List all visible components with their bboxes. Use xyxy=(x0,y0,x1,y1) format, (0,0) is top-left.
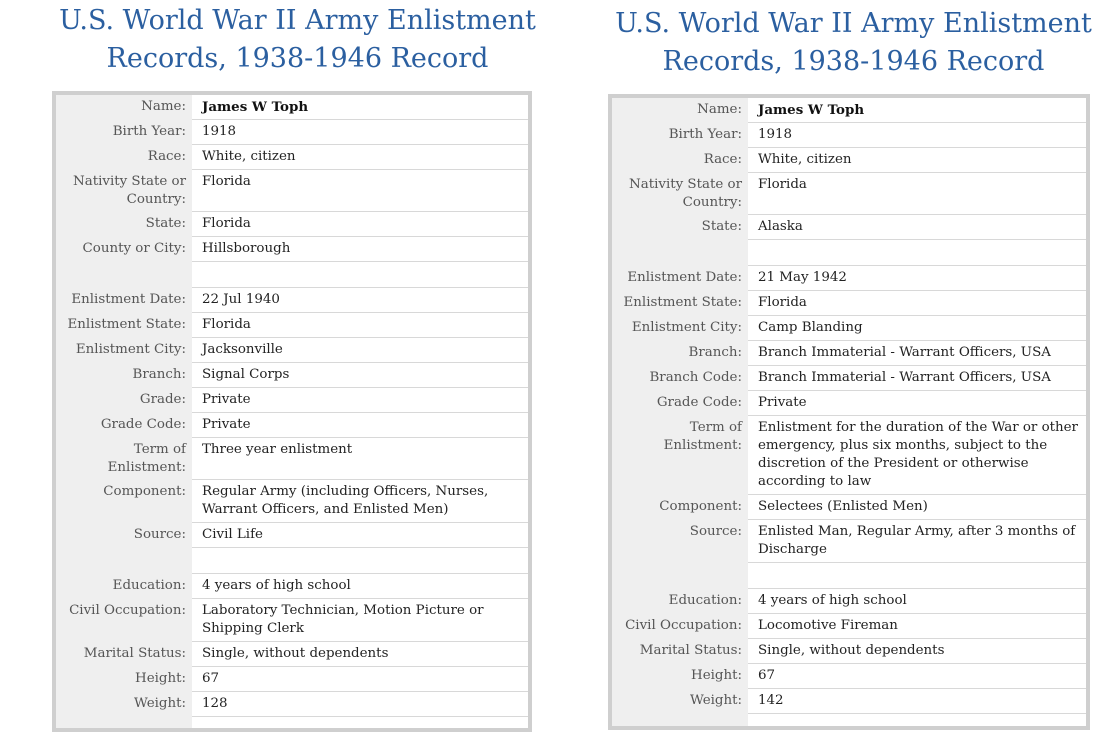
field-value: Private xyxy=(192,388,528,413)
field-value: Florida xyxy=(748,291,1086,316)
field-row xyxy=(612,291,1086,316)
field-label: County or City: xyxy=(56,237,192,262)
field-value: 1918 xyxy=(748,123,1086,148)
field-label xyxy=(612,714,748,731)
field-value: Three year enlistment xyxy=(192,438,528,480)
field-label: Weight: xyxy=(56,692,192,717)
field-label: Nativity State or Country: xyxy=(612,173,748,215)
field-row xyxy=(612,520,1086,563)
field-row xyxy=(56,338,528,363)
field-label: Height: xyxy=(612,664,748,689)
field-row xyxy=(56,120,528,145)
field-label: Education: xyxy=(612,589,748,614)
record-title-line2: Records, 1938-1946 Record xyxy=(106,43,489,74)
field-row xyxy=(612,123,1086,148)
field-value: Civil Life xyxy=(192,523,528,548)
field-value: James W Toph xyxy=(748,98,1086,123)
field-label: Enlistment City: xyxy=(56,338,192,363)
field-value: Selectees (Enlisted Men) xyxy=(748,495,1086,520)
field-row-spacer xyxy=(612,563,1086,589)
field-value: James W Toph xyxy=(192,95,528,120)
field-value: White, citizen xyxy=(192,145,528,170)
field-row-spacer xyxy=(56,262,528,288)
field-label: Enlistment State: xyxy=(612,291,748,316)
field-label: State: xyxy=(612,215,748,240)
field-label: Component: xyxy=(56,480,192,523)
field-value: Private xyxy=(748,391,1086,416)
field-label: Component: xyxy=(612,495,748,520)
field-value: Locomotive Fireman xyxy=(748,614,1086,639)
field-label: Grade Code: xyxy=(612,391,748,416)
field-value xyxy=(192,262,528,288)
field-row xyxy=(56,599,528,642)
field-row-spacer xyxy=(56,717,528,733)
field-label: Grade: xyxy=(56,388,192,413)
fields-table xyxy=(612,98,1086,730)
field-label: Term of Enlistment: xyxy=(612,416,748,495)
field-row xyxy=(56,363,528,388)
field-label: Term of Enlistment: xyxy=(56,438,192,480)
field-label xyxy=(56,262,192,288)
field-row xyxy=(56,692,528,717)
field-row xyxy=(612,341,1086,366)
field-row-spacer xyxy=(56,548,528,574)
record-title xyxy=(596,5,1111,81)
field-label: Race: xyxy=(56,145,192,170)
field-row xyxy=(612,416,1086,495)
field-row xyxy=(56,237,528,262)
field-value: 21 May 1942 xyxy=(748,266,1086,291)
field-label: Education: xyxy=(56,574,192,599)
field-label: Weight: xyxy=(612,689,748,714)
field-row xyxy=(612,366,1086,391)
field-row xyxy=(56,388,528,413)
field-label: Civil Occupation: xyxy=(612,614,748,639)
field-value: Hillsborough xyxy=(192,237,528,262)
field-row xyxy=(612,98,1086,123)
field-value: 67 xyxy=(192,667,528,692)
field-label: Name: xyxy=(612,98,748,123)
field-value: Branch Immaterial - Warrant Officers, USA xyxy=(748,366,1086,391)
field-label xyxy=(612,240,748,266)
field-value xyxy=(748,714,1086,731)
field-value: Branch Immaterial - Warrant Officers, USA xyxy=(748,341,1086,366)
field-value: Signal Corps xyxy=(192,363,528,388)
field-value: Enlistment for the duration of the War or other emergency, plus six months, subject to the discretion of the President or otherwise according to law xyxy=(748,416,1086,495)
field-row xyxy=(612,391,1086,416)
field-value: Enlisted Man, Regular Army, after 3 months of Discharge xyxy=(748,520,1086,563)
field-value: Camp Blanding xyxy=(748,316,1086,341)
field-row xyxy=(612,689,1086,714)
field-row xyxy=(56,413,528,438)
field-label: Enlistment Date: xyxy=(612,266,748,291)
field-row xyxy=(56,95,528,120)
record-title xyxy=(40,2,555,78)
field-row xyxy=(612,173,1086,215)
field-label: Branch Code: xyxy=(612,366,748,391)
field-row xyxy=(56,145,528,170)
field-value: Regular Army (including Officers, Nurses, Warrant Officers, and Enlisted Men) xyxy=(192,480,528,523)
field-row xyxy=(612,639,1086,664)
field-row xyxy=(56,523,528,548)
field-value: White, citizen xyxy=(748,148,1086,173)
field-value xyxy=(748,240,1086,266)
field-value xyxy=(192,717,528,733)
field-value: 4 years of high school xyxy=(192,574,528,599)
field-row xyxy=(612,316,1086,341)
field-value: Florida xyxy=(192,313,528,338)
record-table-right xyxy=(608,94,1090,730)
record-title-line1: U.S. World War II Army Enlistment xyxy=(615,8,1092,39)
field-label: Marital Status: xyxy=(56,642,192,667)
field-value: Single, without dependents xyxy=(748,639,1086,664)
field-value: Florida xyxy=(192,170,528,212)
field-row-spacer xyxy=(612,714,1086,731)
field-row xyxy=(56,574,528,599)
field-label: Nativity State or Country: xyxy=(56,170,192,212)
field-value: Alaska xyxy=(748,215,1086,240)
field-value: 1918 xyxy=(192,120,528,145)
field-label: Enlistment City: xyxy=(612,316,748,341)
field-value xyxy=(192,548,528,574)
field-value: Private xyxy=(192,413,528,438)
field-value: Laboratory Technician, Motion Picture or Shipping Clerk xyxy=(192,599,528,642)
field-label: State: xyxy=(56,212,192,237)
field-value xyxy=(748,563,1086,589)
field-label: Race: xyxy=(612,148,748,173)
field-row xyxy=(56,170,528,212)
field-value: 128 xyxy=(192,692,528,717)
field-label: Grade Code: xyxy=(56,413,192,438)
field-row xyxy=(56,288,528,313)
field-row xyxy=(56,480,528,523)
field-label: Branch: xyxy=(56,363,192,388)
field-value: 22 Jul 1940 xyxy=(192,288,528,313)
field-label xyxy=(56,717,192,733)
field-value: Jacksonville xyxy=(192,338,528,363)
record-title-line1: U.S. World War II Army Enlistment xyxy=(59,5,536,36)
field-row-spacer xyxy=(612,240,1086,266)
field-label: Marital Status: xyxy=(612,639,748,664)
field-value: Single, without dependents xyxy=(192,642,528,667)
field-value: Florida xyxy=(192,212,528,237)
field-label: Civil Occupation: xyxy=(56,599,192,642)
record-title-line2: Records, 1938-1946 Record xyxy=(662,46,1045,77)
field-row xyxy=(56,667,528,692)
field-row xyxy=(56,212,528,237)
field-row xyxy=(612,266,1086,291)
field-value: Florida xyxy=(748,173,1086,215)
field-label: Source: xyxy=(56,523,192,548)
record-left xyxy=(40,0,555,78)
field-row xyxy=(56,313,528,338)
field-row xyxy=(612,215,1086,240)
field-label: Birth Year: xyxy=(56,120,192,145)
field-value: 67 xyxy=(748,664,1086,689)
field-value: 142 xyxy=(748,689,1086,714)
field-label: Source: xyxy=(612,520,748,563)
field-row xyxy=(56,642,528,667)
field-label: Name: xyxy=(56,95,192,120)
field-label: Birth Year: xyxy=(612,123,748,148)
field-label: Height: xyxy=(56,667,192,692)
field-label: Enlistment State: xyxy=(56,313,192,338)
record-right xyxy=(596,0,1111,81)
field-value: 4 years of high school xyxy=(748,589,1086,614)
field-row xyxy=(612,148,1086,173)
field-row xyxy=(56,438,528,480)
field-row xyxy=(612,495,1086,520)
field-row xyxy=(612,614,1086,639)
field-label: Branch: xyxy=(612,341,748,366)
field-label xyxy=(56,548,192,574)
record-table-left xyxy=(52,91,532,732)
field-row xyxy=(612,589,1086,614)
field-row xyxy=(612,664,1086,689)
field-label xyxy=(612,563,748,589)
field-label: Enlistment Date: xyxy=(56,288,192,313)
fields-table xyxy=(56,95,528,732)
